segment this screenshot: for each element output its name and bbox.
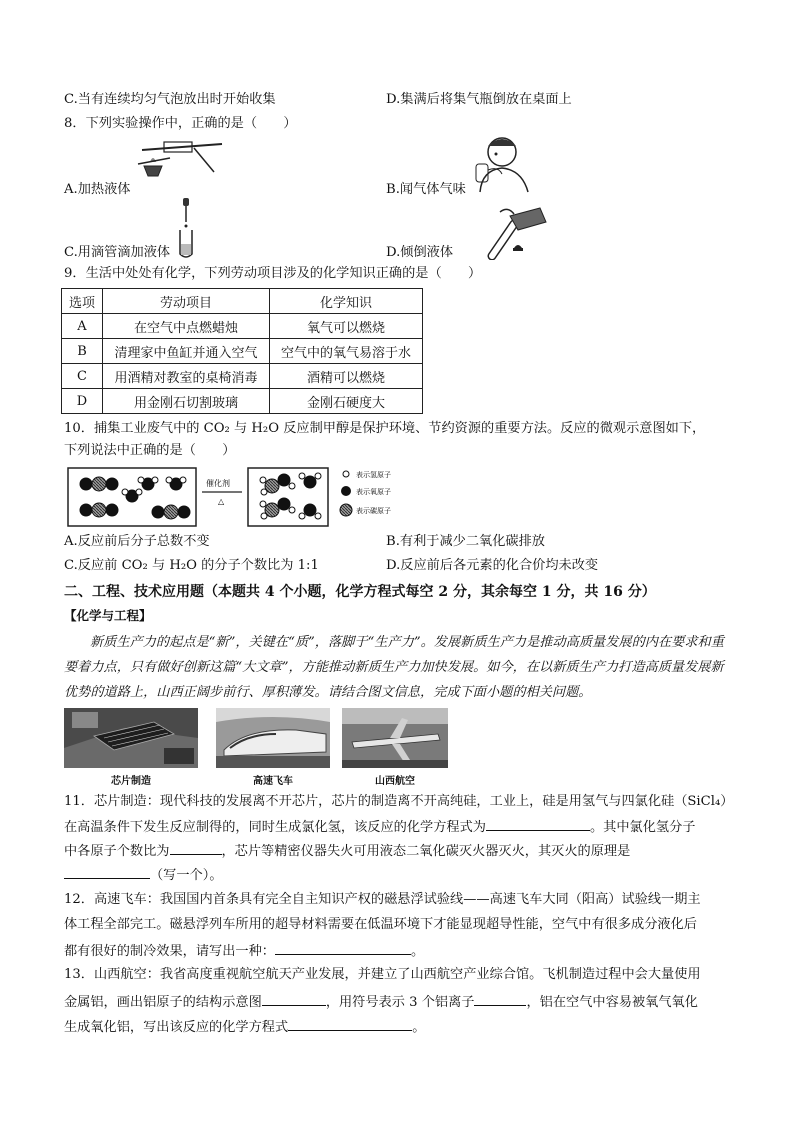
legend-carbon: 表示碳原子 bbox=[356, 507, 391, 515]
table-row bbox=[62, 314, 423, 339]
photo-caption-chip: 芯片制造 bbox=[111, 776, 151, 787]
q9-table bbox=[61, 288, 423, 414]
legend-oxygen: 表示氧原子 bbox=[356, 488, 391, 496]
table-cell: C bbox=[62, 364, 103, 389]
q11-line3-tail: ，芯片等精密仪器失火可用液态二氧化碳灭火器灭火，其灭火的原理是 bbox=[221, 844, 631, 859]
table-cell: 在空气中点燃蜡烛 bbox=[103, 314, 270, 339]
table-header: 劳动项目 bbox=[103, 289, 270, 314]
q13-line2-mid: ，用符号表示 3 个铝离子 bbox=[325, 995, 475, 1010]
q10-option-b: B.有利于减少二氧化碳排放 bbox=[386, 534, 545, 549]
q11-line3-text: 中各原子个数比为 bbox=[64, 844, 170, 859]
shanxi-aviation-photo bbox=[342, 708, 448, 768]
q10-option-d: D.反应前后各元素的化合价均未改变 bbox=[386, 558, 599, 573]
q11-line2-tail: 。其中氯化氢分子 bbox=[590, 820, 696, 835]
q12-line3 bbox=[64, 940, 424, 962]
q12-line1: 12．高速飞车：我国国内首条具有完全自主知识产权的磁悬浮试验线——高速飞车大同（阳高）试验线一期主 bbox=[64, 892, 701, 907]
answer-blank[interactable] bbox=[486, 816, 590, 831]
table-cell: 酒精可以燃烧 bbox=[270, 364, 423, 389]
q13-line2-text: 金属铝，画出铝原子的结构示意图 bbox=[64, 995, 262, 1010]
section-two-title: 二、工程、技术应用题（本题共 4 个小题，化学方程式每空 2 分，其余每空 1 分，共 16 分） bbox=[64, 584, 656, 600]
q7-option-c: C.当有连续均匀气泡放出时开始收集 bbox=[64, 92, 276, 107]
q12-line2: 体工程全部完工。磁悬浮列车所用的超导材料需要在低温环境下才能显现超导性能，空气中有很多成分液化后 bbox=[64, 917, 697, 932]
intro-paragraph: 新质生产力的起点是“新”，关键在“质”，落脚于“生产力”。发展新质生产力是推动高质量发展的内在要求和重要着力点，只有做好创新这篇“大文章”，方能推动新质生产力加快发展。如今，在以新质生产力打造高质量发展新优势的道路上，山西正阔步前行、厚积薄发。请结合图文信息，完成下面小题的相关问题。 bbox=[64, 635, 724, 700]
table-header: 化学知识 bbox=[270, 289, 423, 314]
legend-hydrogen: 表示氢原子 bbox=[356, 471, 391, 479]
q13-line3-text: 生成氧化铝，写出该反应的化学方程式 bbox=[64, 1020, 289, 1035]
high-speed-maglev-photo bbox=[216, 708, 330, 768]
table-row bbox=[62, 389, 423, 414]
q11-line4-text: （写一个）。 bbox=[150, 868, 223, 883]
catalyst-label: 催化剂 bbox=[206, 479, 230, 488]
smelling-gas-illustration bbox=[472, 134, 538, 194]
answer-blank[interactable] bbox=[170, 840, 222, 855]
heating-liquid-illustration bbox=[134, 136, 226, 180]
q11-line1: 11．芯片制造：现代科技的发展离不开芯片，芯片的制造离不开高纯硅，工业上，硅是用氢气与四氯化硅（SiCl₄） bbox=[64, 794, 734, 809]
q10-option-c: C.反应前 CO₂ 与 H₂O 的分子个数比为 1:1 bbox=[64, 558, 319, 573]
table-cell: 清理家中鱼缸并通入空气 bbox=[103, 339, 270, 364]
q8-stem: 8．下列实验操作中，正确的是（ ） bbox=[64, 116, 297, 131]
q12-line3-text: 都有很好的制冷效果，请写出一种： bbox=[64, 944, 275, 959]
section-tag: 【化学与工程】 bbox=[64, 608, 152, 623]
chip-manufacturing-photo bbox=[64, 708, 198, 768]
q13-line2-tail: ，铝在空气中容易被氧气氧化 bbox=[526, 995, 698, 1010]
q8-option-b: B.闻气体气味 bbox=[386, 182, 466, 197]
q13-line3 bbox=[64, 1016, 425, 1038]
table-cell: 用酒精对教室的桌椅消毒 bbox=[103, 364, 270, 389]
q13-line3-tail: 。 bbox=[412, 1020, 426, 1035]
photo-caption-aviation: 山西航空 bbox=[375, 776, 415, 787]
table-cell: B bbox=[62, 339, 103, 364]
table-header: 选项 bbox=[62, 289, 103, 314]
q11-line2 bbox=[64, 816, 696, 838]
q9-stem: 9．生活中处处有化学，下列劳动项目涉及的化学知识正确的是（ ） bbox=[64, 266, 482, 281]
q11-line3 bbox=[64, 840, 630, 862]
answer-blank[interactable] bbox=[262, 991, 326, 1006]
q8-option-c: C.用滴管滴加液体 bbox=[64, 245, 171, 260]
table-cell: A bbox=[62, 314, 103, 339]
q10-stem-line2: 下列说法中正确的是（ ） bbox=[64, 443, 236, 458]
answer-blank[interactable] bbox=[275, 940, 411, 955]
reaction-microscopic-diagram bbox=[66, 466, 396, 528]
q12-line3-tail: 。 bbox=[411, 944, 425, 959]
photo-caption-maglev: 高速飞车 bbox=[253, 776, 293, 787]
q10-option-a: A.反应前后分子总数不变 bbox=[64, 534, 210, 549]
answer-blank[interactable] bbox=[64, 864, 150, 879]
q8-option-d: D.倾倒液体 bbox=[386, 245, 454, 260]
q7-option-d: D.集满后将集气瓶倒放在桌面上 bbox=[386, 92, 572, 107]
table-cell: 氧气可以燃烧 bbox=[270, 314, 423, 339]
q11-line4 bbox=[64, 864, 223, 886]
table-cell: 空气中的氧气易溶于水 bbox=[270, 339, 423, 364]
table-row bbox=[62, 364, 423, 389]
answer-blank[interactable] bbox=[288, 1016, 412, 1031]
q13-line1: 13．山西航空：我省高度重视航空航天产业发展，并建立了山西航空产业综合馆。飞机制造过程中会大量使用 bbox=[64, 967, 701, 982]
table-cell: D bbox=[62, 389, 103, 414]
pouring-liquid-illustration bbox=[474, 204, 550, 260]
heating-condition-label: △ bbox=[218, 497, 225, 506]
q8-option-a: A.加热液体 bbox=[64, 182, 131, 197]
table-cell: 金刚石硬度大 bbox=[270, 389, 423, 414]
table-row bbox=[62, 339, 423, 364]
q10-stem-line1: 10．捕集工业废气中的 CO₂ 与 H₂O 反应制甲醇是保护环境、节约资源的重要方法。反应的微观示意图如下， bbox=[64, 421, 706, 436]
table-header-row bbox=[62, 289, 423, 314]
q13-line2 bbox=[64, 991, 698, 1013]
answer-blank[interactable] bbox=[474, 991, 526, 1006]
dropper-illustration bbox=[176, 198, 196, 260]
table-cell: 用金刚石切割玻璃 bbox=[103, 389, 270, 414]
q11-line2-text: 在高温条件下发生反应制得的，同时生成氯化氢，该反应的化学方程式为 bbox=[64, 820, 486, 835]
